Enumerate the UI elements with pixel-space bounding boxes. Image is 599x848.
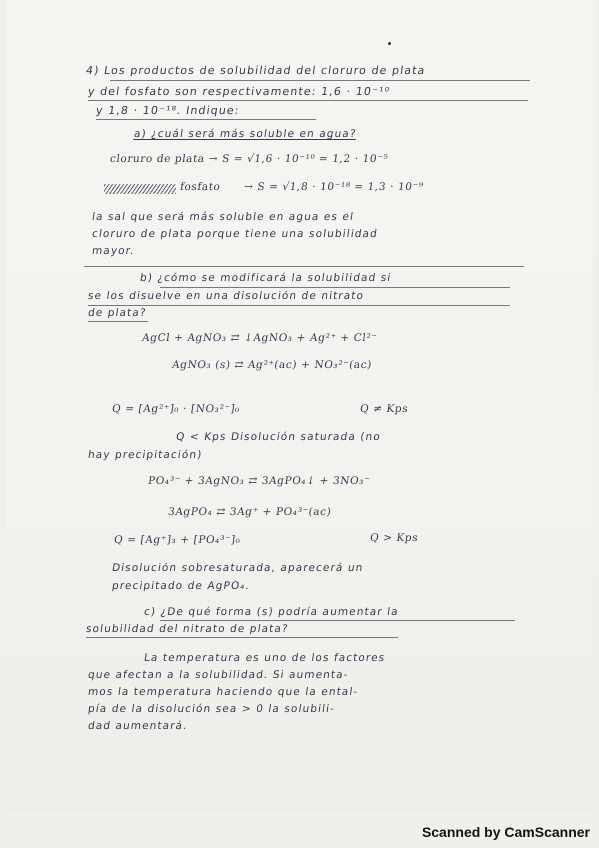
part-c-answer-1: La temperatura es uno de los factores (143, 652, 387, 664)
part-b-q2-note: Q > Kps (369, 532, 420, 544)
part-b-underline-2 (88, 305, 510, 306)
part-a-calc-2: → S = √1,8 · 10⁻¹⁸ = 1,3 · 10⁻⁹ (243, 181, 425, 193)
part-a-answer-2: cloruro de plata porque tiene una solubilidad (91, 228, 379, 240)
part-b-q-kps-1: Q < Kps Disolución saturada (no (175, 431, 382, 443)
part-b-equation-1: AgCl + AgNO₃ ⇄ ↓AgNO₃ + Ag²⁺ + Cl²⁻ (141, 332, 379, 344)
part-c-answer-2: que afectan a la solubilidad. Si aumenta- (87, 669, 350, 681)
part-b-q-expression: Q = [Ag²⁺]₀ · [NO₃²⁻]₀ (111, 403, 241, 415)
part-c-answer-3: mos la temperatura haciendo que la ental- (87, 686, 360, 698)
part-b-q2-expression: Q = [Ag⁺]₃ + [PO₄³⁻]₀ (113, 534, 242, 546)
part-b-conclusion-1: Disolución sobresaturada, aparecerá un (111, 562, 365, 574)
part-b-question-2: se los disuelve en una disolución de nitrato (87, 290, 365, 302)
part-a-question: a) ¿cuál será más soluble en agua? (133, 128, 358, 140)
q4-line-1: 4) Los productos de solubilidad del cloruro de plata (85, 64, 427, 77)
q4-line-3: y 1,8 · 10⁻¹⁸. Indique: (95, 104, 241, 117)
part-b-equation-2: AgNO₃ (s) ⇄ Ag²⁺(ac) + NO₃²⁻(ac) (171, 359, 373, 371)
ink-dot (388, 42, 391, 45)
section-divider-1 (84, 266, 524, 267)
q4-underline-3 (96, 119, 316, 120)
part-b-question-3: de plata? (87, 307, 148, 319)
part-a-answer-3: mayor. (91, 245, 136, 257)
scanner-watermark: Scanned by CamScanner (421, 824, 590, 840)
part-b-question-1: b) ¿cómo se modificará la solubilidad si (139, 272, 393, 284)
part-c-question-2: solubilidad del nitrato de plata? (85, 623, 290, 635)
struck-out-word (104, 184, 176, 194)
part-b-equation-4: 3AgPO₄ ⇄ 3Ag⁺ + PO₄³⁻(ac) (167, 506, 333, 518)
part-a-calc-2-label: fosfato (179, 181, 222, 193)
part-b-underline-3 (88, 321, 148, 322)
part-b-underline-1 (160, 287, 510, 288)
part-a-answer-1: la sal que será más soluble en agua es el (91, 211, 355, 223)
part-c-question-1: c) ¿De qué forma (s) podría aumentar la (143, 606, 400, 618)
part-c-answer-5: dad aumentará. (87, 720, 189, 732)
part-c-answer-4: pía de la disolución sea > 0 la solubili- (87, 703, 336, 715)
part-b-q-note: Q ≠ Kps (359, 403, 410, 415)
q4-underline-2 (88, 100, 528, 101)
q4-underline-1 (110, 80, 530, 81)
q4-line-2: y del fosfato son respectivamente: 1,6 · 10⁻¹⁰ (87, 85, 391, 98)
part-c-underline-1 (160, 620, 515, 621)
part-b-q-kps-2: hay precipitación) (87, 449, 204, 461)
part-a-calc-1: cloruro de plata → S = √1,6 · 10⁻¹⁰ = 1,2 · 10⁻⁵ (109, 153, 389, 165)
part-c-underline-2 (86, 637, 398, 638)
part-b-conclusion-2: precipitado de AgPO₄. (111, 580, 251, 592)
part-b-equation-3: PO₄³⁻ + 3AgNO₃ ⇄ 3AgPO₄↓ + 3NO₃⁻ (147, 475, 371, 487)
